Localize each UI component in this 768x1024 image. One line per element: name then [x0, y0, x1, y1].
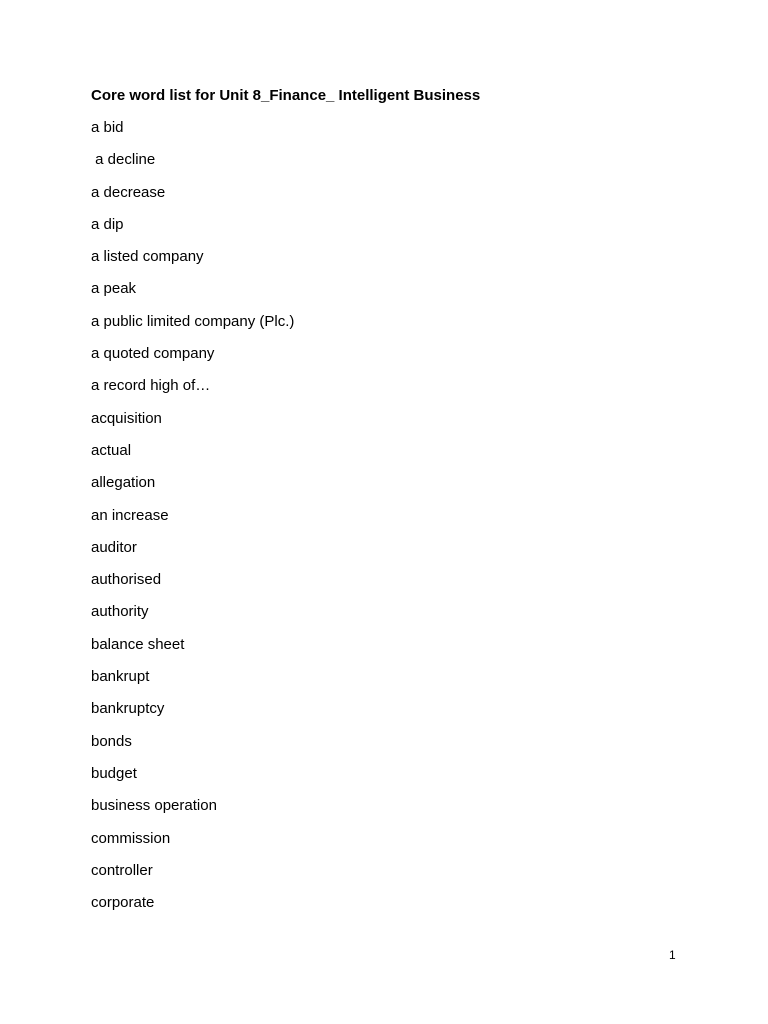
word-item: a bid [91, 119, 124, 136]
word-item: allegation [91, 474, 156, 492]
word-item: business operation [91, 797, 217, 815]
word-item: an increase [91, 506, 169, 524]
word-item: a decrease [91, 183, 166, 201]
word-item: a public limited company (Plc.) [91, 312, 295, 330]
word-item: a decline [91, 151, 156, 169]
word-item: auditor [91, 538, 137, 556]
word-item: a peak [91, 280, 137, 298]
page-title: Core word list for Unit 8_Finance_ Intelligent Business [91, 87, 481, 104]
word-item: budget [91, 764, 137, 782]
word-item: a dip [91, 215, 124, 233]
page-number: 1 [669, 948, 676, 962]
word-item: corporate [91, 894, 155, 912]
word-item: balance sheet [91, 635, 185, 653]
word-item: a listed company [91, 248, 204, 266]
word-item: commission [91, 829, 171, 847]
word-item: bankruptcy [91, 700, 165, 718]
word-item: authority [91, 603, 149, 621]
word-item: acquisition [91, 409, 162, 427]
word-item: controller [91, 861, 153, 879]
word-item: a quoted company [91, 345, 215, 363]
word-item: authorised [91, 571, 162, 589]
word-item: bankrupt [91, 668, 150, 686]
word-list [91, 118, 294, 925]
word-item: a record high of… [91, 377, 211, 395]
word-item: actual [91, 441, 132, 459]
word-item: bonds [91, 732, 132, 750]
